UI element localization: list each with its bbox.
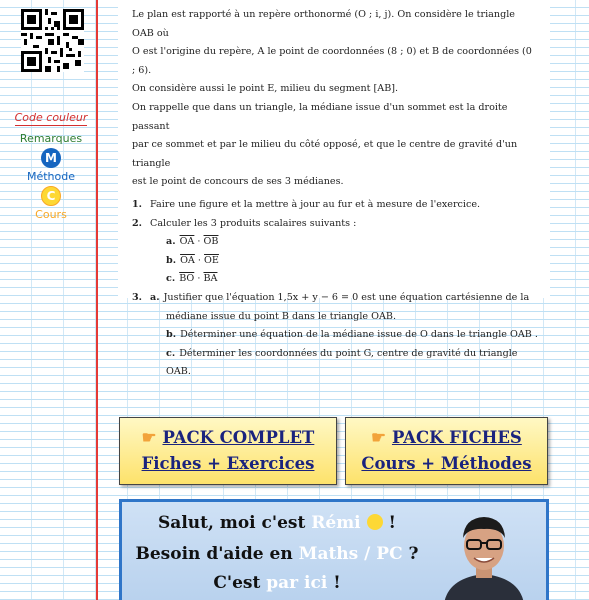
vector: $\overline{OA}$	[180, 254, 195, 266]
methode-badge-icon: M	[41, 148, 61, 168]
sub-label: a.	[150, 291, 160, 303]
promo-name: Rémi	[311, 513, 361, 533]
legend-title: Code couleur	[14, 111, 88, 124]
question-text: Déterminer une équation de la médiane issue de O dans le triangle OAB .	[180, 329, 538, 341]
question-number: 2.	[132, 217, 143, 229]
pack-complet-subtitle: Fiches + Exercices	[141, 454, 315, 473]
pointing-hand-icon: ☛	[371, 428, 386, 447]
legend-methode: Méthode	[26, 170, 76, 183]
promo-cta	[122, 573, 432, 593]
sub-label: b.	[166, 329, 177, 341]
promo-link[interactable]: par ici	[266, 573, 328, 593]
question-text: Justifier que l'équation 1,5x + y − 6 = 0 est une équation cartésienne de la	[163, 291, 530, 303]
legend-remarques: Remarques	[19, 132, 83, 145]
qr-code[interactable]	[21, 9, 84, 72]
margin-line	[96, 0, 98, 600]
pack-fiches-title: PACK FICHES	[391, 428, 522, 447]
promo-text: Besoin d'aide en	[135, 544, 299, 564]
question-3a-cont	[132, 308, 538, 327]
vector: $\overline{OA}$	[179, 236, 195, 248]
question-number: 3.	[132, 291, 143, 303]
intro-line: O est l'origine du repère, A le point de coordonnées (8 ; 0) et B de coordonnées (0 ; 6).	[132, 46, 532, 76]
vector: $\overline{BO}$	[179, 273, 195, 285]
intro-line: Le plan est rapporté à un repère orthonormé (O ; i, j). On considère le triangle OAB où	[132, 9, 515, 39]
pack-complet-title: PACK COMPLET	[162, 428, 315, 447]
dot-operator: ·	[197, 273, 201, 285]
question-2b	[132, 252, 538, 271]
pointing-hand-icon: ☛	[141, 428, 157, 447]
question-3a	[132, 289, 538, 308]
promo-subject: Maths / PC	[298, 544, 403, 564]
question-text: médiane issue du point B dans le triangle OAB.	[166, 310, 397, 322]
sub-label: a.	[166, 236, 176, 248]
promo-text: Salut, moi c'est	[158, 513, 312, 533]
tutor-photo	[434, 508, 534, 600]
color-code-legend	[10, 106, 92, 221]
intro-line: On considère aussi le point E, milieu du segment [AB].	[132, 83, 399, 95]
question-2c	[132, 270, 538, 289]
cours-badge-icon: C	[41, 186, 61, 206]
promo-greeting	[122, 513, 432, 533]
pack-fiches-subtitle: Cours + Méthodes	[361, 454, 532, 473]
question-text: Faire une figure et la mettre à jour au fur et à mesure de l'exercice.	[150, 198, 481, 210]
vector: $\overline{BA}$	[203, 273, 218, 285]
sub-label: c.	[166, 273, 176, 285]
question-3b	[132, 326, 538, 345]
question-2	[132, 215, 538, 234]
promo-question	[122, 544, 432, 564]
pack-fiches-button[interactable]	[345, 417, 548, 485]
vector: $\overline{OB}$	[203, 236, 219, 248]
exercise-statement	[118, 0, 550, 378]
promo-text: !	[382, 513, 396, 533]
question-3c	[132, 345, 538, 382]
smiley-icon	[367, 514, 383, 530]
intro-line: est le point de concours de ses 3 médianes.	[132, 176, 344, 188]
pack-complet-button[interactable]	[119, 417, 337, 485]
intro-line: par ce sommet et par le milieu du côté opposé, et que le centre de gravité d'un triangle	[132, 139, 518, 169]
promo-text: C'est	[213, 573, 267, 593]
legend-cours: Cours	[35, 208, 67, 221]
question-2a	[132, 233, 538, 252]
dot-operator: ·	[197, 236, 201, 248]
question-text: Déterminer les coordonnées du point G, centre de gravité du triangle OAB.	[166, 347, 518, 378]
sub-label: c.	[166, 347, 176, 359]
dot-operator: ·	[197, 254, 201, 266]
help-promo-banner[interactable]	[119, 499, 549, 600]
promo-text: !	[327, 573, 341, 593]
intro-line: On rappelle que dans un triangle, la médiane issue d'un sommet est la droite passant	[132, 101, 508, 132]
sub-label: b.	[166, 254, 177, 266]
question-number: 1.	[132, 198, 143, 210]
promo-text: ?	[402, 544, 419, 564]
question-1	[132, 196, 538, 215]
vector: $\overline{OE}$	[204, 254, 219, 266]
question-text: Calculer les 3 produits scalaires suivants :	[150, 217, 357, 229]
